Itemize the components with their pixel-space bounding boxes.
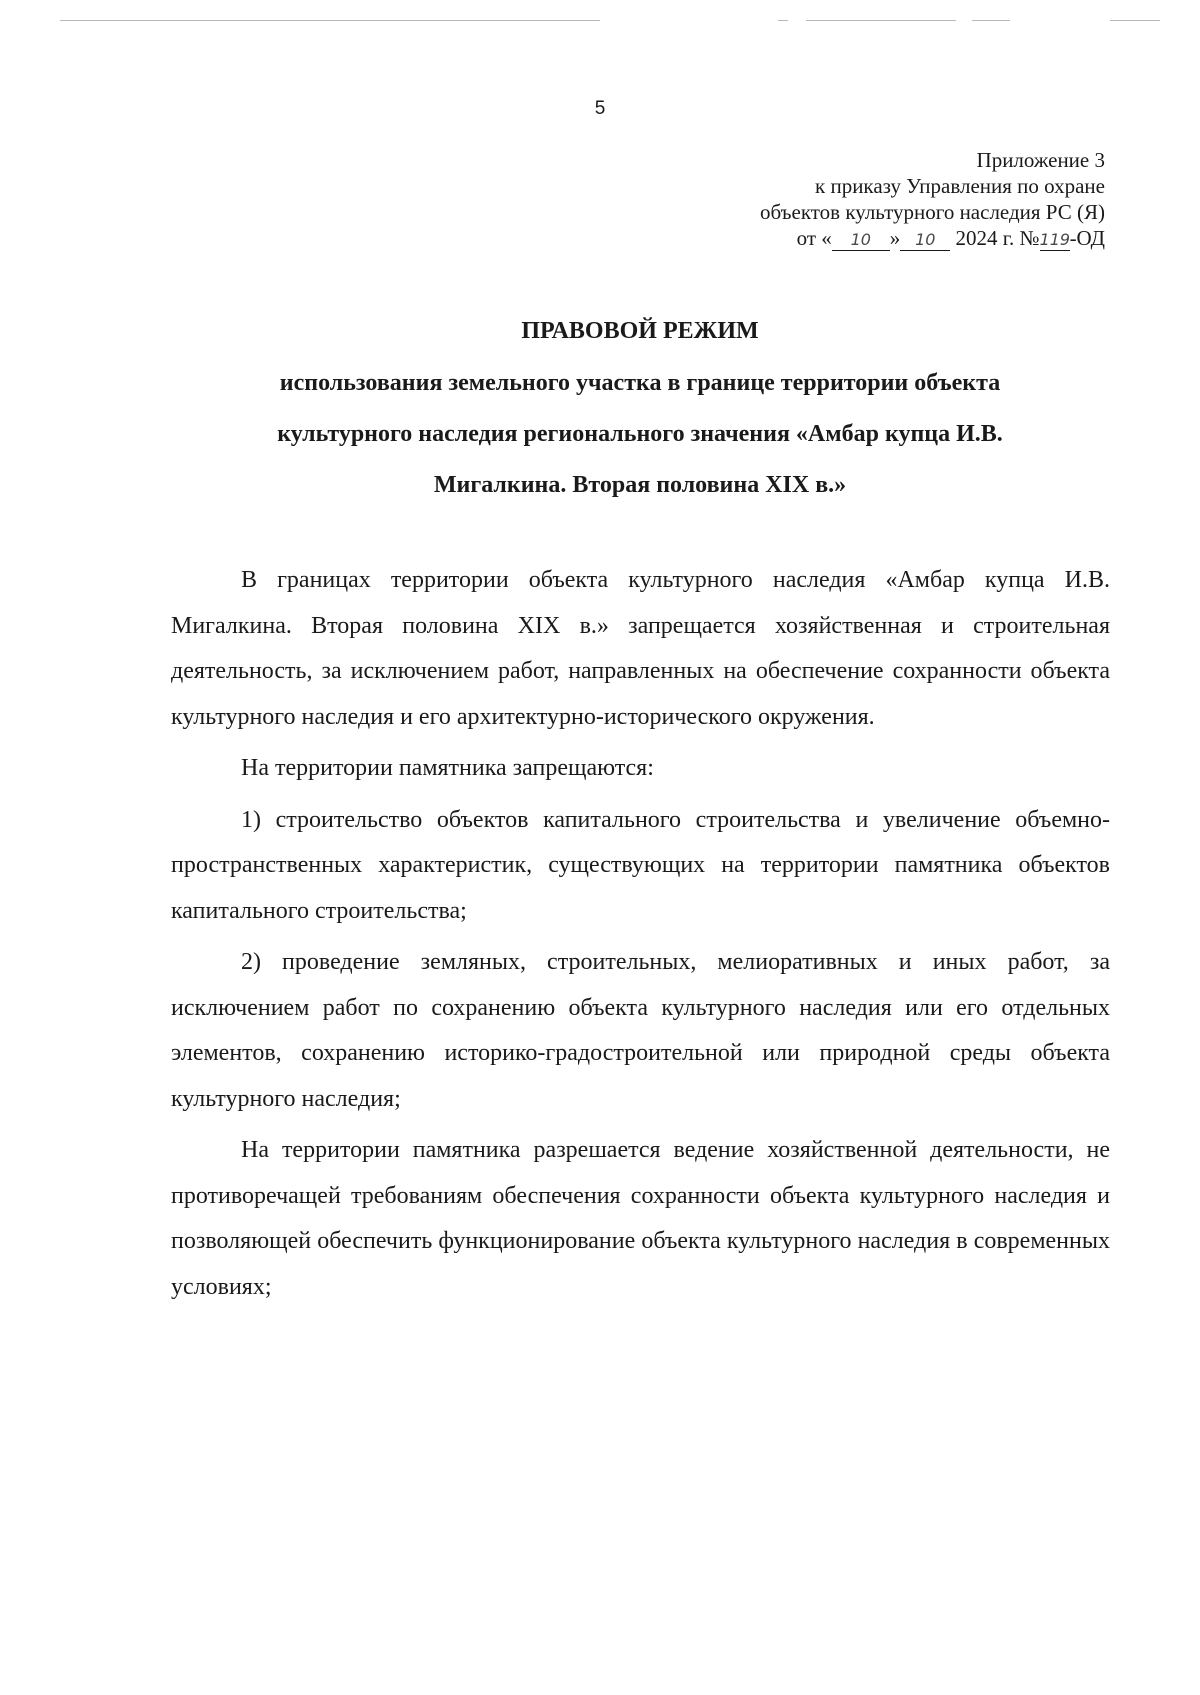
- document-subtitle-line-2: культурного наследия регионального значения «Амбар купца И.В.: [277, 421, 1003, 447]
- date-prefix: от «: [796, 226, 832, 250]
- document-heading: ПРАВОВОЙ РЕЖИМ: [521, 318, 759, 344]
- paragraph-prohibited-item-2: 2) проведение земляных, строительных, мелиоративных и иных работ, за исключением работ по сохранению объекта культурного наследия или его отдельных элементов, сохранению историко-градостроительной или природной среды объекта культурного наследия;: [171, 949, 1110, 1112]
- paragraph-prohibition-general: В границах территории объекта культурного наследия «Амбар купца И.В. Мигалкина. Вторая половина XIX в.» запрещается хозяйственная и строительная деятельность, за исключением работ, направленных на обеспечение сохранности объекта культурного наследия и его архитектурно-исторического окружения.: [171, 567, 1110, 730]
- date-year: 2024 г. №: [955, 226, 1040, 250]
- document-body: [171, 558, 1110, 1310]
- annex-order-ref: к приказу Управления по охране: [815, 174, 1105, 198]
- scan-artifact-line: [778, 20, 788, 21]
- scan-artifact-line: [60, 20, 600, 21]
- date-mid: »: [889, 226, 901, 250]
- document-subtitle-line-3: Мигалкина. Вторая половина XIX в.»: [433, 472, 847, 498]
- annex-header: [760, 147, 1105, 251]
- handwritten-order-number: 119: [1039, 230, 1071, 249]
- annex-date-line: [760, 225, 1105, 251]
- scan-artifact-line: [972, 20, 1010, 21]
- paragraph-prohibited-list-intro: На территории памятника запрещаются:: [241, 755, 654, 781]
- handwritten-month: 10: [900, 230, 950, 251]
- document-subtitle-line-1: использования земельного участка в границе территории объекта: [279, 370, 1001, 396]
- annex-authority: объектов культурного наследия РС (Я): [760, 200, 1105, 224]
- scan-artifact-line: [806, 20, 956, 21]
- order-suffix: -ОД: [1069, 226, 1105, 250]
- paragraph-permitted-activity: На территории памятника разрешается ведение хозяйственной деятельности, не противоречащей требованиям обеспечения сохранности объекта культурного наследия и позволяющей обеспечить функционирование объекта культурного наследия в современных условиях;: [171, 1137, 1110, 1300]
- paragraph-prohibited-item-1: 1) строительство объектов капитального строительства и увеличение объемно-пространственных характеристик, существующих на территории памятника объектов капитального строительства;: [171, 806, 1110, 924]
- handwritten-day: 10: [832, 230, 890, 251]
- scan-artifact-line: [1110, 20, 1160, 21]
- page-number: 5: [594, 98, 606, 119]
- annex-title: Приложение 3: [976, 148, 1105, 172]
